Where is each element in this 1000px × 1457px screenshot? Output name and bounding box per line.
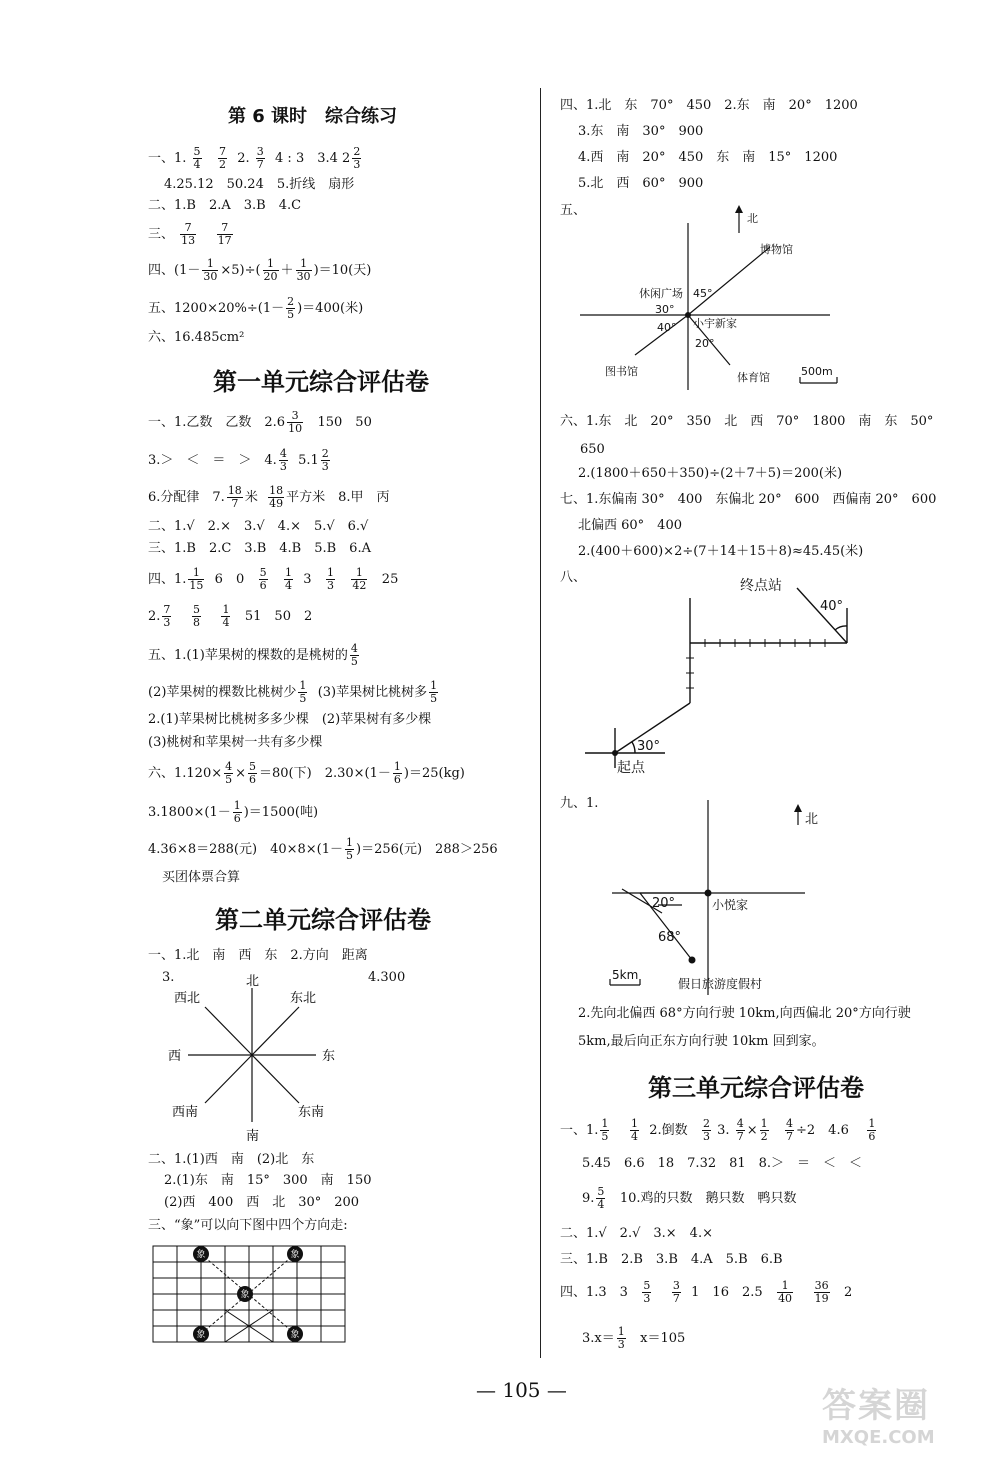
unit3-line: 二、1.√ 2.√ 3.× 4.×	[560, 1226, 713, 1241]
fraction: $\frac{1}{20}$	[263, 257, 278, 283]
unit3-title: 第三单元综合评估卷	[648, 1074, 864, 1102]
unit1-line: 6.分配律 7. $\frac{18}{7}$ 米 $\frac{18}{49}$ 平方米 8.甲 丙	[148, 484, 390, 510]
map-five	[575, 205, 975, 395]
unit3-line: 三、1.B 2.B 3.B 4.A 5.B 6.B	[560, 1252, 783, 1267]
fraction: $\frac{18}{7}$	[227, 484, 242, 510]
piece-label: 象	[196, 1330, 206, 1340]
fraction: $\frac{1}{5}$	[430, 679, 438, 705]
fraction: $\frac{1}{2}$	[760, 1117, 768, 1143]
unit1-line: 2. $\frac{7}{3}$ $\frac{5}{8}$ $\frac{1}{4}$ 51 50 2	[148, 603, 313, 629]
fraction: $\frac{4}{7}$	[736, 1117, 744, 1143]
fraction: $\frac{1}{15}$	[189, 566, 204, 592]
map5-a20: 20°	[695, 337, 715, 350]
s4-line: 4.西 南 20° 450 东 南 15° 1200	[578, 150, 838, 165]
unit2-line: 二、1.(1)西 南 (2)北 东	[148, 1152, 315, 1167]
unit1-line: 3.＞ ＜ ＝ ＞ 4. $\frac{4}{3}$ 5.1 $\frac{2}{3}$	[148, 447, 329, 473]
fraction: $\frac{1}{4}$	[285, 566, 293, 592]
unit2-line: 3.	[162, 970, 175, 985]
fraction: $\frac{4}{5}$	[225, 760, 233, 786]
fraction: $\frac{1}{6}$	[868, 1117, 876, 1143]
map5-home: 小宇新家	[693, 317, 737, 330]
fraction: $\frac{2}{3}$	[321, 447, 329, 473]
unit3-line: 一、1. $\frac{1}{5}$ $\frac{1}{4}$ 2.倒数 $\frac{2}{3}$ 3. $\frac{4}{7}$ × $\frac{1}{2}$ $\frac{4}{7}$ ÷2 4.6 $\frac{1}{6}$	[560, 1117, 876, 1143]
fraction: $\frac{4}{5}$	[350, 642, 358, 668]
compass-rose	[160, 970, 360, 1145]
fraction: $\frac{5}{4}$	[597, 1185, 605, 1211]
fraction: $\frac{5}{8}$	[192, 603, 200, 629]
compass-n: 北	[246, 974, 260, 989]
piece-label: 象	[290, 1250, 300, 1260]
unit2-line: 2.(1)东 南 15° 300 南 150	[164, 1173, 372, 1188]
unit1-line: 一、1.乙数 乙数 2.6 $\frac{3}{10}$ 150 50	[148, 409, 372, 435]
unit1-title: 第一单元综合评估卷	[213, 368, 429, 396]
fraction: $\frac{5}{6}$	[249, 760, 257, 786]
unit1-line: 2.(1)苹果树比桃树多多少棵 (2)苹果树有多少棵	[148, 712, 432, 727]
fraction: $\frac{3}{10}$	[288, 409, 303, 435]
watermark-logo: 答案圈 MXQE.COM	[822, 1386, 935, 1448]
fraction: $\frac{1}{5}$	[601, 1117, 609, 1143]
lesson-q3: 三、 $\frac{7}{13}$ $\frac{7}{17}$	[148, 221, 232, 247]
map9-home: 小悦家	[712, 898, 749, 912]
map9-a68: 68°	[658, 930, 682, 945]
unit1-line: 二、1.√ 2.× 3.√ 4.× 5.√ 6.√	[148, 519, 369, 534]
lesson-q5: 五、1200×20%÷(1－ $\frac{2}{5}$ )＝400(米)	[148, 295, 364, 321]
fraction: $\frac{36}{19}$	[814, 1279, 829, 1305]
unit3-line: 四、1.3 3 $\frac{5}{3}$ $\frac{3}{7}$ 1 16 2.5 $\frac{1}{40}$ $\frac{36}{19}$ 2	[560, 1279, 853, 1305]
path8-a30: 30°	[637, 739, 661, 754]
s4-line: 3.东 南 30° 900	[578, 124, 704, 139]
unit3-line: 3.x＝ $\frac{1}{3}$ x＝105	[582, 1325, 686, 1351]
fraction: $\frac{1}{42}$	[352, 566, 367, 592]
unit1-line: (2)苹果树的棵数比桃树少 $\frac{1}{5}$ (3)苹果树比桃树多 $\frac{1}{5}$	[148, 679, 438, 705]
s7-line: 北偏西 60° 400	[578, 518, 682, 533]
lesson-q4: 四、(1－ $\frac{1}{30}$ ×5)÷( $\frac{1}{20}$ ＋ $\frac{1}{30}$ )＝10(天)	[148, 257, 372, 283]
unit2-line: 三、“象”可以向下图中四个方向走:	[148, 1218, 348, 1233]
s9-line: 2.先向北偏西 68°方向行驶 10km,向西偏北 20°方向行驶	[578, 1006, 911, 1021]
s4-line: 5.北 西 60° 900	[578, 176, 704, 191]
compass-w: 西	[168, 1049, 182, 1064]
map9-north: 北	[805, 812, 819, 827]
s6-line: 2.(1800＋650＋350)÷(2＋7＋5)＝200(米)	[578, 466, 843, 481]
fraction: $\frac{1}{6}$	[233, 799, 241, 825]
fraction: $\frac{5}{6}$	[259, 566, 267, 592]
compass-e: 东	[322, 1049, 336, 1064]
piece-label: 象	[290, 1330, 300, 1340]
map-nine	[600, 795, 840, 995]
fraction: $\frac{1}{5}$	[299, 679, 307, 705]
s6-line: 六、1.东 北 20° 350 北 西 70° 1800 南 东 50°	[560, 414, 934, 429]
fraction: $\frac{7}{3}$	[163, 603, 171, 629]
piece-label: 象	[196, 1250, 206, 1260]
fraction: $\frac{1}{5}$	[346, 836, 354, 862]
fraction: $\frac{2}{3}$	[353, 145, 361, 171]
lesson-title: 第 6 课时 综合练习	[228, 106, 398, 127]
piece-label: 象	[240, 1290, 250, 1300]
map5-museum: 博物馆	[760, 243, 793, 256]
map5-plaza: 休闲广场	[639, 287, 683, 300]
fraction: $\frac{1}{40}$	[778, 1279, 793, 1305]
fraction: $\frac{1}{3}$	[326, 566, 334, 592]
path8-end: 终点站	[740, 578, 782, 594]
s5-label: 五、	[560, 203, 587, 218]
map9-scale: 5km	[612, 968, 639, 982]
fraction: $\frac{3}{7}$	[256, 145, 264, 171]
s8-label: 八、	[560, 570, 587, 585]
unit1-line: (3)桃树和苹果树一共有多少棵	[148, 735, 323, 750]
unit1-line: 五、1.(1)苹果树的棵数的是桃树的 $\frac{4}{5}$	[148, 642, 358, 668]
unit3-line: 5.45 6.6 18 7.32 81 8.＞ ＝ ＜ ＜	[582, 1156, 863, 1171]
fraction: $\frac{1}{30}$	[203, 257, 218, 283]
map5-a45: 45°	[693, 287, 713, 300]
fraction: $\frac{1}{4}$	[222, 603, 230, 629]
unit1-line: 3.1800×(1－ $\frac{1}{6}$ )＝1500(吨)	[148, 799, 319, 825]
fraction: $\frac{5}{4}$	[193, 145, 201, 171]
compass-s: 南	[246, 1129, 260, 1144]
unit1-line: 买团体票合算	[162, 870, 241, 885]
fraction: $\frac{1}{4}$	[630, 1117, 638, 1143]
column-divider	[540, 88, 541, 1358]
map5-a40: 40°	[657, 321, 677, 334]
map5-gym: 体育馆	[737, 371, 770, 384]
unit2-line: (2)西 400 西 北 30° 200	[164, 1195, 360, 1210]
path8-start: 起点	[617, 760, 645, 776]
compass-sw: 西南	[172, 1105, 199, 1120]
unit3-line: 9. $\frac{5}{4}$ 10.鸡的只数 鹅只数 鸭只数	[582, 1185, 797, 1211]
fraction: $\frac{2}{5}$	[287, 295, 295, 321]
s6-line: 650	[580, 442, 605, 457]
fraction: $\frac{7}{17}$	[217, 221, 232, 247]
path8-a40: 40°	[820, 599, 844, 614]
s9-label: 九、1.	[560, 796, 599, 811]
map5-library: 图书馆	[605, 365, 638, 378]
s4-line: 四、1.北 东 70° 450 2.东 南 20° 1200	[560, 98, 858, 113]
fraction: $\frac{1}{3}$	[617, 1325, 625, 1351]
map5-a30: 30°	[655, 303, 675, 316]
map9-a20: 20°	[652, 896, 676, 911]
s7-line: 2.(400＋600)×2÷(7＋14＋15＋8)≈45.45(米)	[578, 544, 864, 559]
page-number: — 105 —	[476, 1378, 567, 1402]
s9-line: 5km,最后向正东方向行驶 10km 回到家。	[578, 1034, 825, 1049]
unit2-title: 第二单元综合评估卷	[215, 906, 431, 934]
unit1-line: 四、1. $\frac{1}{15}$ 6 0 $\frac{5}{6}$ $\frac{1}{4}$ 3 $\frac{1}{3}$ $\frac{1}{42}$ 25	[148, 566, 399, 592]
fraction: $\frac{3}{7}$	[672, 1279, 680, 1305]
unit2-line: 一、1.北 南 西 东 2.方向 距离	[148, 948, 368, 963]
fraction: $\frac{1}{6}$	[393, 760, 401, 786]
path-eight	[575, 568, 865, 778]
map5-scale: 500m	[801, 365, 833, 378]
s7-line: 七、1.东偏南 30° 400 东偏北 20° 600 西偏南 20° 600	[560, 492, 937, 507]
fraction: $\frac{4}{3}$	[279, 447, 287, 473]
lesson-q6: 六、16.485cm²	[148, 330, 245, 345]
map9-resort: 假日旅游度假村	[678, 977, 763, 991]
fraction: $\frac{7}{13}$	[181, 221, 196, 247]
unit1-line: 4.36×8＝288(元) 40×8×(1－ $\frac{1}{5}$ )＝256(元) 288＞256	[148, 836, 498, 862]
chess-board	[145, 1236, 355, 1348]
compass-se: 东南	[298, 1105, 325, 1120]
fraction: $\frac{5}{3}$	[643, 1279, 651, 1305]
unit2-line: 4.300	[368, 970, 406, 985]
lesson-q2: 二、1.B 2.A 3.B 4.C	[148, 198, 302, 213]
lesson-q1-line2: 4.25.12 50.24 5.折线 扇形	[164, 177, 355, 192]
lesson-q1: 一、1. $\frac{5}{4}$ $\frac{7}{2}$ 2. $\frac{3}{7}$ 4 : 3 3.4 2 $\frac{2}{3}$	[148, 145, 361, 171]
fraction: $\frac{2}{3}$	[703, 1117, 711, 1143]
fraction: $\frac{7}{2}$	[218, 145, 226, 171]
fraction: $\frac{18}{49}$	[269, 484, 284, 510]
unit1-line: 三、1.B 2.C 3.B 4.B 5.B 6.A	[148, 541, 371, 556]
fraction: $\frac{4}{7}$	[786, 1117, 794, 1143]
map5-north: 北	[747, 212, 758, 225]
compass-ne: 东北	[290, 991, 317, 1006]
compass-nw: 西北	[174, 991, 201, 1006]
unit1-line: 六、1.120× $\frac{4}{5}$ × $\frac{5}{6}$ ＝80(下) 2.30×(1－ $\frac{1}{6}$ )＝25(kg)	[148, 760, 465, 786]
fraction: $\frac{1}{30}$	[296, 257, 311, 283]
